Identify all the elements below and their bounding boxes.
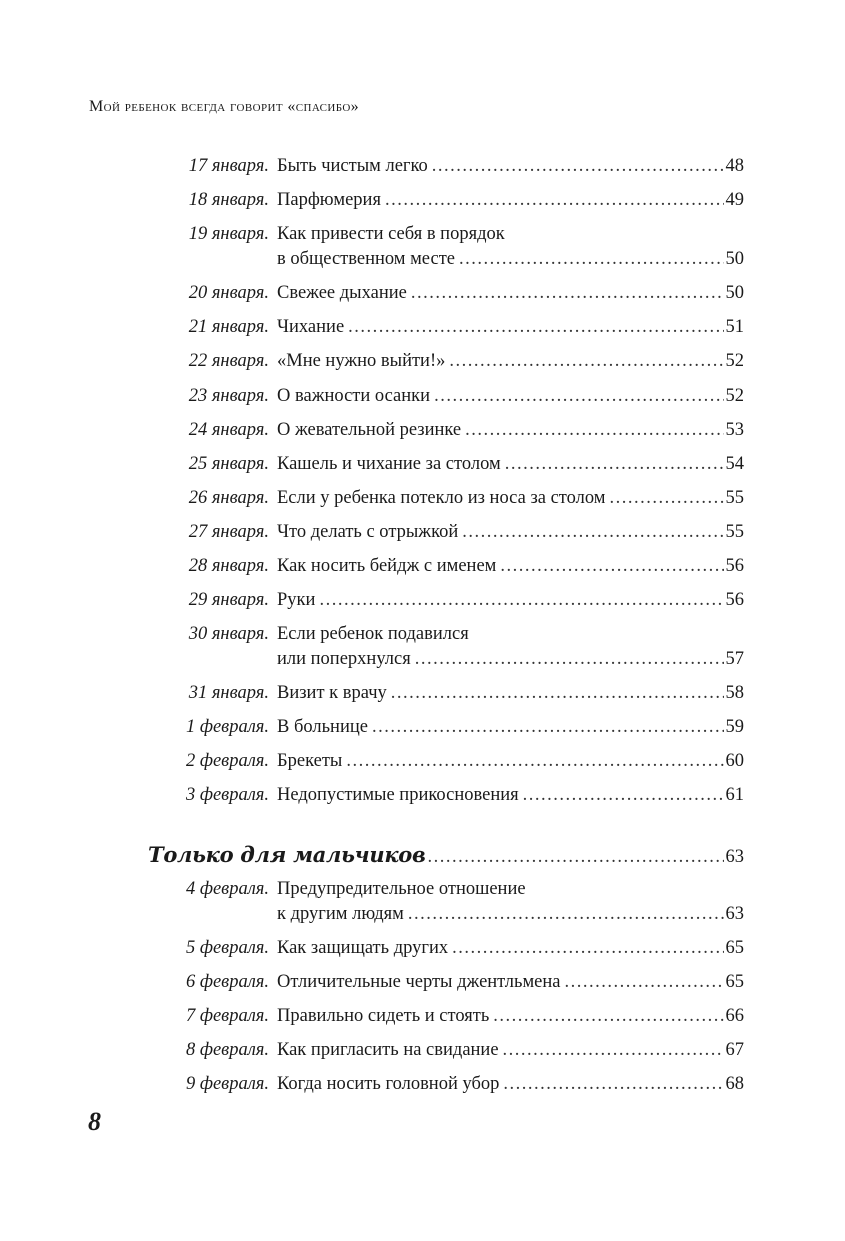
leader-dots bbox=[372, 717, 724, 738]
leader-dots bbox=[523, 785, 724, 806]
entry-date: 2 февраля. bbox=[185, 751, 269, 771]
entry-page: 49 bbox=[725, 190, 744, 210]
entry-date: 31 января. bbox=[188, 683, 269, 703]
entry-page: 56 bbox=[725, 590, 744, 610]
leader-dots bbox=[609, 488, 723, 509]
entry-title-line1: Если ребенок подавился bbox=[277, 624, 469, 644]
entry-page: 68 bbox=[725, 1074, 744, 1094]
entry-title: Руки bbox=[277, 590, 316, 610]
leader-dots bbox=[493, 1006, 723, 1027]
entry-title: Недопустимые прикосновения bbox=[277, 785, 519, 805]
entry-date: 27 января. bbox=[188, 522, 269, 542]
entry-page: 60 bbox=[725, 751, 744, 771]
entry-date: 3 февраля. bbox=[185, 785, 269, 805]
section-page: 63 bbox=[725, 847, 744, 867]
leader-dots bbox=[411, 283, 724, 304]
leader-dots bbox=[449, 351, 723, 372]
leader-dots bbox=[346, 751, 723, 772]
entry-date: 4 февраля. bbox=[185, 879, 269, 899]
entry-date: 18 января. bbox=[188, 190, 269, 210]
page-number: 8 bbox=[88, 1107, 101, 1136]
leader-dots bbox=[452, 938, 723, 959]
entry-title: Брекеты bbox=[277, 751, 343, 771]
entry-date: 9 февраля. bbox=[185, 1074, 269, 1094]
leader-dots bbox=[408, 904, 724, 925]
leader-dots bbox=[503, 1074, 723, 1095]
entry-title: Свежее дыхание bbox=[277, 283, 407, 303]
entry-page: 55 bbox=[725, 522, 744, 542]
entry-date: 5 февраля. bbox=[185, 938, 269, 958]
entry-date: 7 февраля. bbox=[185, 1006, 269, 1026]
entry-title: Отличительные черты джентльмена bbox=[277, 972, 561, 992]
entry-page: 53 bbox=[725, 420, 744, 440]
leader-dots bbox=[319, 590, 723, 611]
entry-date: 26 января. bbox=[188, 488, 269, 508]
entry-title: Как пригласить на свидание bbox=[277, 1040, 499, 1060]
entry-page: 56 bbox=[725, 556, 744, 576]
entry-page: 58 bbox=[725, 683, 744, 703]
entry-title: Быть чистым легко bbox=[277, 156, 428, 176]
entry-date: 29 января. bbox=[188, 590, 269, 610]
entry-page: 59 bbox=[725, 717, 744, 737]
leader-dots bbox=[432, 156, 724, 177]
leader-dots bbox=[415, 649, 724, 670]
leader-dots bbox=[459, 249, 724, 270]
entry-title: Если у ребенка потекло из носа за столом bbox=[277, 488, 606, 508]
entry-page: 55 bbox=[725, 488, 744, 508]
entry-date: 17 января. bbox=[188, 156, 269, 176]
entry-title: Как носить бейдж с именем bbox=[277, 556, 497, 576]
entry-date: 28 января. bbox=[188, 556, 269, 576]
leader-dots bbox=[385, 190, 724, 211]
entry-date: 19 января. bbox=[188, 224, 269, 244]
leader-dots bbox=[465, 420, 723, 441]
entry-title: «Мне нужно выйти!» bbox=[277, 351, 446, 371]
entry-page: 67 bbox=[725, 1040, 744, 1060]
running-title: Мой ребенок всегда говорит «спасибо» bbox=[89, 98, 360, 115]
entry-date: 30 января. bbox=[188, 624, 269, 644]
leader-dots bbox=[503, 1040, 724, 1061]
entry-page: 54 bbox=[725, 454, 744, 474]
entry-title: Чихание bbox=[277, 317, 345, 337]
entry-page: 63 bbox=[725, 904, 744, 924]
entry-date: 21 января. bbox=[188, 317, 269, 337]
section-heading[interactable] bbox=[148, 842, 744, 872]
entry-date: 6 февраля. bbox=[185, 972, 269, 992]
entry-title-line1: Предупредительное отношение bbox=[277, 879, 526, 899]
entry-page: 57 bbox=[725, 649, 744, 669]
entry-date: 22 января. bbox=[188, 351, 269, 371]
entry-title: Визит к врачу bbox=[277, 683, 387, 703]
entry-date: 23 января. bbox=[188, 386, 269, 406]
entry-title: В больнице bbox=[277, 717, 368, 737]
section-title: Только для мальчиков bbox=[148, 842, 426, 867]
entry-date: 25 января. bbox=[188, 454, 269, 474]
entry-title: Кашель и чихание за столом bbox=[277, 454, 501, 474]
entry-title: Что делать с отрыжкой bbox=[277, 522, 459, 542]
entry-page: 50 bbox=[725, 283, 744, 303]
leader-dots bbox=[565, 972, 724, 993]
entry-page: 50 bbox=[725, 249, 744, 269]
entry-title-line1: Как привести себя в порядок bbox=[277, 224, 505, 244]
entry-date: 24 января. bbox=[188, 420, 269, 440]
leader-dots bbox=[505, 454, 724, 475]
entry-date: 20 января. bbox=[188, 283, 269, 303]
entry-page: 51 bbox=[725, 317, 744, 337]
leader-dots bbox=[434, 386, 723, 407]
entry-title: Правильно сидеть и стоять bbox=[277, 1006, 490, 1026]
entry-title: О жевательной резинке bbox=[277, 420, 462, 440]
entry-page: 48 bbox=[725, 156, 744, 176]
entry-date: 1 февраля. bbox=[185, 717, 269, 737]
entry-page: 66 bbox=[725, 1006, 744, 1026]
entry-title: Парфюмерия bbox=[277, 190, 381, 210]
leader-dots bbox=[427, 847, 723, 868]
leader-dots bbox=[391, 683, 724, 704]
entry-date: 8 февраля. bbox=[185, 1040, 269, 1060]
entry-title: Как защищать других bbox=[277, 938, 449, 958]
entry-page: 65 bbox=[725, 938, 744, 958]
entry-title: О важности осанки bbox=[277, 386, 431, 406]
entry-page: 52 bbox=[725, 386, 744, 406]
entry-title: или поперхнулся bbox=[277, 649, 411, 669]
entry-title: Когда носить головной убор bbox=[277, 1074, 500, 1094]
leader-dots bbox=[348, 317, 723, 338]
entry-page: 65 bbox=[725, 972, 744, 992]
entry-page: 52 bbox=[725, 351, 744, 371]
entry-page: 61 bbox=[725, 785, 744, 805]
leader-dots bbox=[462, 522, 723, 543]
entry-title: к другим людям bbox=[277, 904, 404, 924]
leader-dots bbox=[500, 556, 723, 577]
entry-title: в общественном месте bbox=[277, 249, 455, 269]
